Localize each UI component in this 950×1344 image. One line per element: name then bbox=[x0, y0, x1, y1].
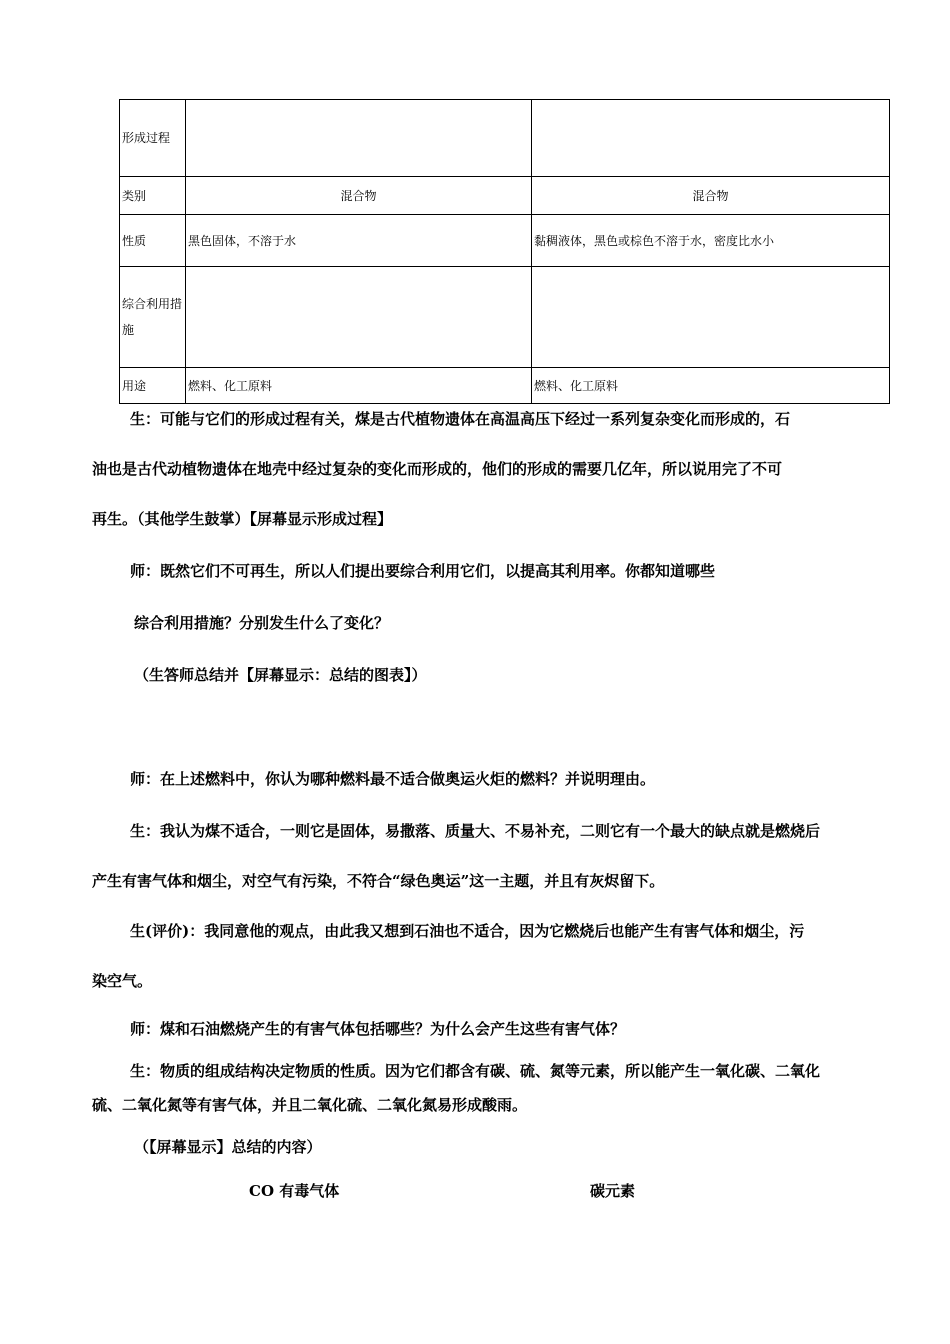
paragraph-line: 染空气。 bbox=[92, 972, 153, 990]
coal-cell: 燃料、化工原料 bbox=[186, 368, 532, 404]
row-label: 综合利用措施 bbox=[120, 267, 186, 368]
oil-cell: 黏稠液体，黑色或棕色不溶于水，密度比水小 bbox=[532, 215, 890, 267]
co-toxic-gas-label: CO 有毒气体 bbox=[249, 1182, 340, 1200]
coal-cell bbox=[186, 267, 532, 368]
paragraph-line: 硫、二氧化氮等有害气体，并且二氧化硫、二氧化氮易形成酸雨。 bbox=[92, 1096, 528, 1114]
paragraph-line: 师：煤和石油燃烧产生的有害气体包括哪些？为什么会产生这些有害气体？ bbox=[130, 1020, 626, 1038]
oil-cell bbox=[532, 100, 890, 177]
oil-cell bbox=[532, 267, 890, 368]
carbon-element-label: 碳元素 bbox=[590, 1182, 636, 1200]
paragraph-line: 师：在上述燃料中，你认为哪种燃料最不适合做奥运火炬的燃料？并说明理由。 bbox=[130, 770, 656, 788]
table-row bbox=[120, 215, 890, 267]
oil-cell: 燃料、化工原料 bbox=[532, 368, 890, 404]
coal-cell: 混合物 bbox=[186, 177, 532, 215]
paragraph-line: 生：我认为煤不适合，一则它是固体，易撒落、质量大、不易补充，二则它有一个最大的缺点就是燃烧后 bbox=[130, 822, 821, 840]
paragraph-line: 师：既然它们不可再生，所以人们提出要综合利用它们，以提高其利用率。你都知道哪些 bbox=[130, 562, 716, 580]
row-label: 形成过程 bbox=[120, 100, 186, 177]
paragraph-line: 产生有害气体和烟尘，对空气有污染，不符合“绿色奥运”这一主题，并且有灰烬留下。 bbox=[92, 872, 665, 890]
table-row bbox=[120, 100, 890, 177]
row-label: 类别 bbox=[120, 177, 186, 215]
oil-cell: 混合物 bbox=[532, 177, 890, 215]
paragraph-line: （【屏幕显示】总结的内容） bbox=[134, 1138, 322, 1156]
table-row bbox=[120, 368, 890, 404]
paragraph-line: 综合利用措施？分别发生什么了变化？ bbox=[134, 614, 390, 632]
table-row bbox=[120, 267, 890, 368]
paragraph-line: 生(评价)：我同意他的观点，由此我又想到石油也不适合，因为它燃烧后也能产生有害气体和烟尘，污 bbox=[130, 922, 805, 940]
row-label: 用途 bbox=[120, 368, 186, 404]
table-row bbox=[120, 177, 890, 215]
paragraph-line: （生答师总结并【屏幕显示：总结的图表】） bbox=[134, 666, 427, 684]
coal-cell bbox=[186, 100, 532, 177]
coal-cell: 黑色固体，不溶于水 bbox=[186, 215, 532, 267]
paragraph-line: 生：物质的组成结构决定物质的性质。因为它们都含有碳、硫、氮等元素，所以能产生一氧化碳、二氧化 bbox=[130, 1062, 821, 1080]
paragraph-line: 油也是古代动植物遗体在地壳中经过复杂的变化而形成的，他们的形成的需要几亿年，所以说用完了不可 bbox=[92, 460, 783, 478]
paragraph-line: 生：可能与它们的形成过程有关，煤是古代植物遗体在高温高压下经过一系列复杂变化而形成的，石 bbox=[130, 410, 791, 428]
paragraph-line: 再生。（其他学生鼓掌）【屏幕显示形成过程】 bbox=[92, 510, 393, 528]
coal-oil-comparison-table bbox=[119, 99, 890, 404]
row-label: 性质 bbox=[120, 215, 186, 267]
